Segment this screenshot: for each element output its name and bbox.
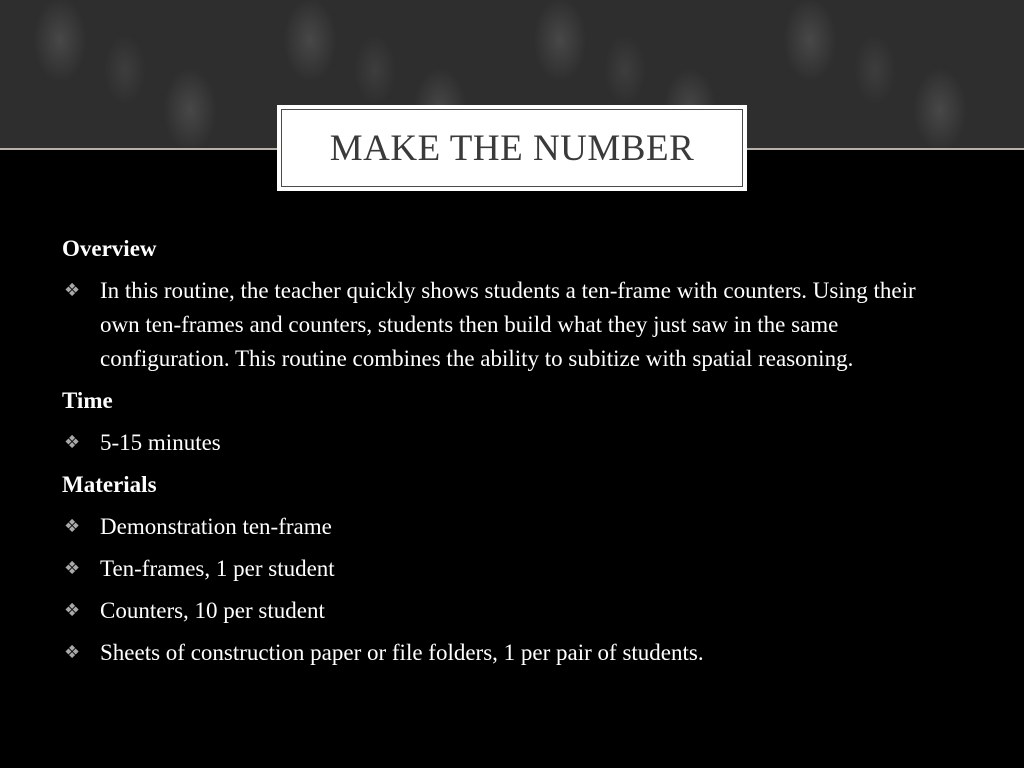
slide-title: MAKE THE NUMBER	[329, 127, 695, 169]
list-item	[62, 636, 962, 670]
list-item	[62, 510, 962, 544]
section-heading-overview: Overview	[62, 236, 157, 261]
time-text: 5-15 minutes	[100, 430, 221, 455]
section-heading-time: Time	[62, 388, 113, 413]
diamond-flower-icon: ❖	[64, 600, 81, 621]
list-item	[62, 426, 962, 460]
overview-text: In this routine, the teacher quickly shows students a ten-frame with counters. Using their own ten-frames and counters, students then build what they just saw in the same configuration. This routine combines the ability to subitize with spatial reasoning.	[100, 278, 916, 371]
material-text: Ten-frames, 1 per student	[100, 556, 335, 581]
title-frame	[281, 109, 743, 187]
list-item	[62, 594, 962, 628]
slide-body	[62, 232, 962, 678]
material-text: Sheets of construction paper or file folders, 1 per pair of students.	[100, 640, 704, 665]
diamond-flower-icon: ❖	[64, 516, 81, 537]
list-item	[62, 552, 962, 586]
diamond-flower-icon: ❖	[64, 558, 81, 579]
list-item	[62, 274, 962, 376]
section-heading-materials: Materials	[62, 472, 157, 497]
material-text: Demonstration ten-frame	[100, 514, 332, 539]
diamond-flower-icon: ❖	[64, 280, 81, 301]
diamond-flower-icon: ❖	[64, 432, 81, 453]
diamond-flower-icon: ❖	[64, 642, 81, 663]
title-box	[277, 105, 747, 191]
material-text: Counters, 10 per student	[100, 598, 325, 623]
